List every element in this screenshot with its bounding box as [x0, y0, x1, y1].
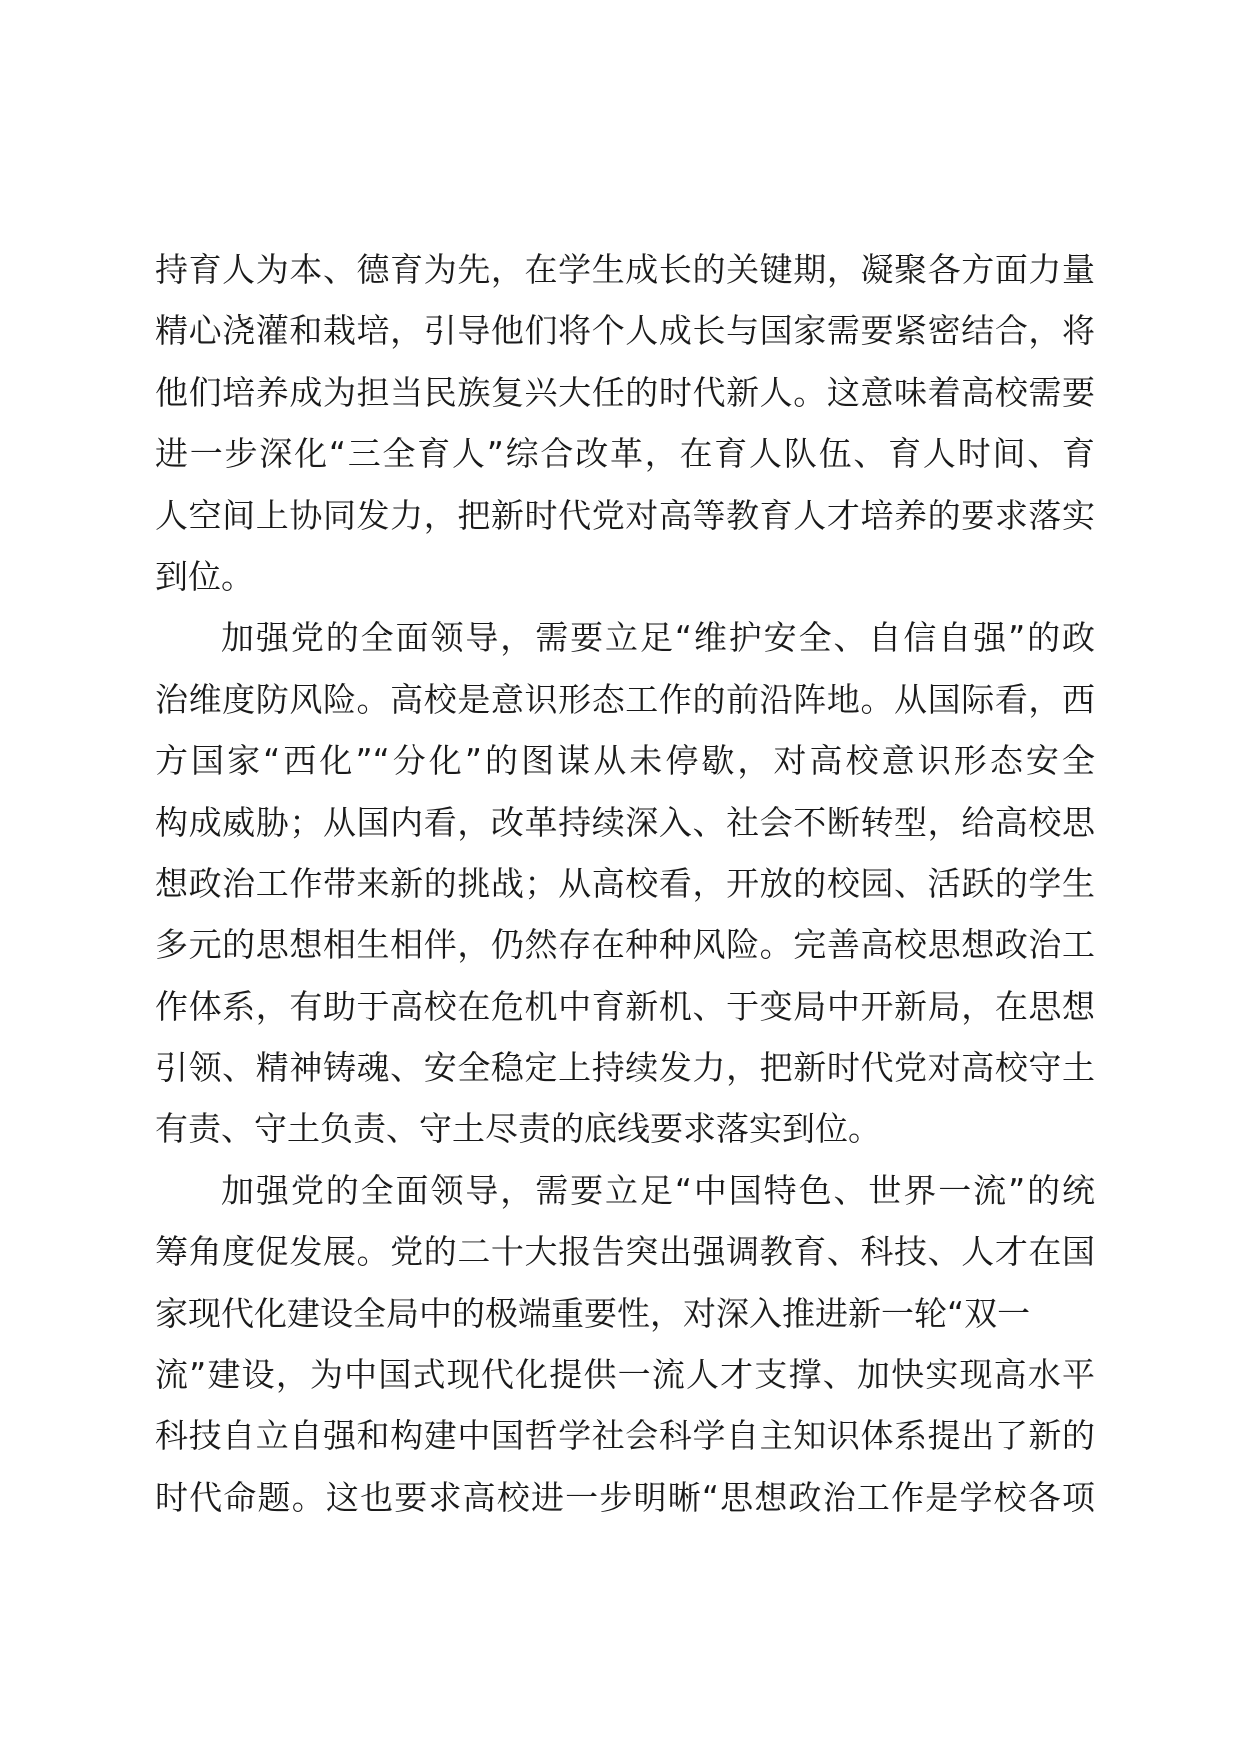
text-line: 精心浇灌和栽培，引导他们将个人成长与国家需要紧密结合，将	[155, 311, 1095, 351]
text-line: 方国家“西化”“分化”的图谋从未停歇，对高校意识形态安全	[155, 741, 1095, 781]
text-line: 他们培养成为担当民族复兴大任的时代新人。这意味着高校需要	[155, 372, 1095, 412]
text-line: 加强党的全面领导，需要立足“中国特色、世界一流”的统	[221, 1170, 1095, 1210]
text-line: 多元的思想相生相伴，仍然存在种种风险。完善高校思想政治工	[155, 925, 1095, 965]
text-line: 加强党的全面领导，需要立足“维护安全、自信自强”的政	[221, 618, 1095, 658]
text-line: 筹角度促发展。党的二十大报告突出强调教育、科技、人才在国	[155, 1232, 1095, 1272]
paragraph-2	[155, 607, 1095, 1160]
paragraph-1	[155, 239, 1095, 607]
text-line: 构成威胁；从国内看，改革持续深入、社会不断转型，给高校思	[155, 802, 1095, 842]
text-line: 进一步深化“三全育人”综合改革，在育人队伍、育人时间、育	[155, 434, 1095, 474]
text-line: 治维度防风险。高校是意识形态工作的前沿阵地。从国际看，西	[155, 679, 1095, 719]
text-line: 持育人为本、德育为先，在学生成长的关键期，凝聚各方面力量	[155, 250, 1095, 289]
text-line: 有责、守土负责、守土尽责的底线要求落实到位。	[155, 1109, 881, 1149]
text-line: 科技自立自强和构建中国哲学社会科学自主知识体系提出了新的	[155, 1416, 1095, 1456]
text-line: 时代命题。这也要求高校进一步明晰“思想政治工作是学校各项	[155, 1477, 1095, 1517]
text-line: 想政治工作带来新的挑战；从高校看，开放的校园、活跃的学生	[155, 863, 1095, 903]
paragraph-3	[155, 1160, 1095, 1528]
text-line: 作体系，有助于高校在危机中育新机、于变局中开新局，在思想	[155, 986, 1095, 1026]
text-line: 家现代化建设全局中的极端重要性，对深入推进新一轮“双一	[155, 1293, 1031, 1333]
text-line: 引领、精神铸魂、安全稳定上持续发力，把新时代党对高校守土	[155, 1048, 1095, 1088]
document-body	[155, 239, 1095, 1528]
text-line: 到位。	[155, 556, 254, 596]
text-line: 人空间上协同发力，把新时代党对高等教育人才培养的要求落实	[155, 495, 1095, 535]
text-line: 流”建设，为中国式现代化提供一流人才支撑、加快实现高水平	[155, 1355, 1095, 1395]
